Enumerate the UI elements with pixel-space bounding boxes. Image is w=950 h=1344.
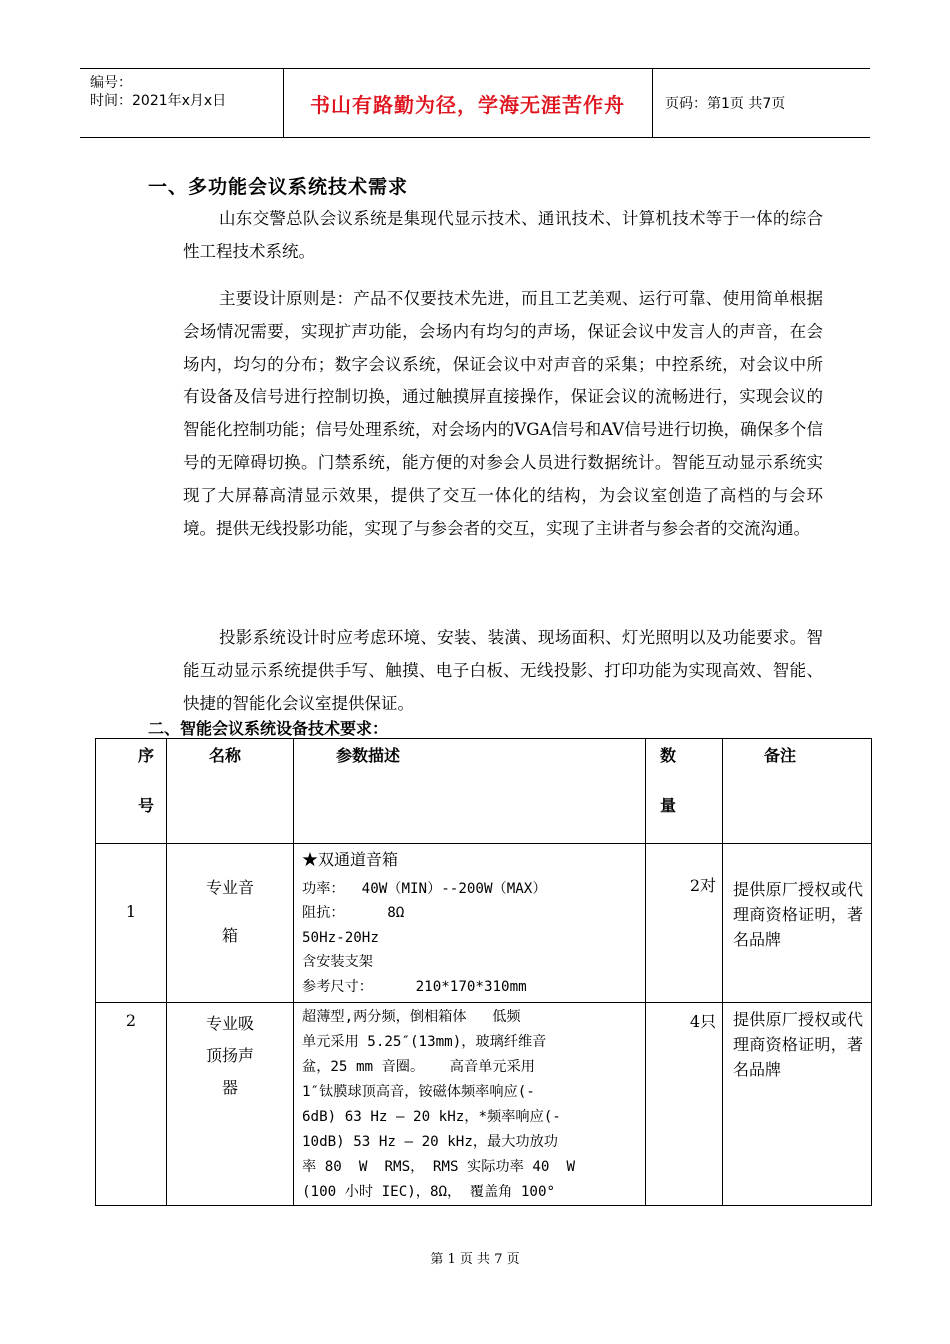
header-page-cell — [653, 69, 870, 137]
document-time: 时间：2021年x月x日 — [90, 93, 227, 109]
header-note: 备注 — [723, 739, 872, 844]
section-1-title: 一、多功能会议系统技术需求 — [148, 176, 409, 198]
table-row — [96, 844, 872, 1003]
header-meta-cell — [80, 69, 284, 137]
row-1-name: 专业音 箱 — [167, 844, 294, 1003]
row-2-qty: 4只 — [646, 1003, 723, 1206]
row-2-note: 提供原厂授权或代理商资格证明，著名品牌 — [723, 1003, 872, 1206]
document-number: 编号： — [90, 75, 132, 91]
header-motto: 书山有路勤为径，学海无涯苦作舟 — [310, 93, 625, 117]
section-1-paragraph-3: 投影系统设计时应考虑环境、安装、装潢、现场面积、灯光照明以及功能要求。智能互动显示系统提供手写、触摸、电子白板、无线投影、打印功能为实现高效、智能、快捷的智能化会议室提供保证。 — [183, 628, 823, 713]
section-1-paragraph-2: 主要设计原则是：产品不仅要技术先进，而且工艺美观、运行可靠、使用简单根据会场情况需要，实现扩声功能，会场内有均匀的声场，保证会议中发言人的声音，在会场内，均匀的分布；数字会议系统，保证会议中对声音的采集；中控系统，对会议中所有设备及信号进行控制切换，通过触摸屏直接操作，保证会议的流畅进行，实现会议的智能化控制功能；信号处理系统，对会场内的VGA信号和AV信号进行切换，确保多个信号的无障碍切换。门禁系统，能方便的对参会人员进行数据统计。智能互动显示系统实现了大屏幕高清显示效果，提供了交互一体化的结构，为会议室创造了高档的与会环境。提供无线投影功能，实现了与参会者的交互，实现了主讲者与参会者的交流沟通。 — [183, 289, 823, 538]
row-1-desc: ★双通道音箱 功率： 40W（MIN）--200W（MAX） 阻抗： 8Ω 50Hz-20Hz 含安装支架 参考尺寸： 210*170*310mm — [294, 844, 646, 1003]
header-seq: 序 号 — [96, 739, 167, 844]
table-header-row — [96, 739, 872, 844]
equipment-spec-table — [95, 738, 872, 1206]
row-1-note: 提供原厂授权或代理商资格证明，著名品牌 — [723, 844, 872, 1003]
section-2-title: 二、智能会议系统设备技术要求： — [148, 719, 389, 738]
header-motto-cell — [283, 69, 653, 137]
page-footer: 第 1 页 共 7 页 — [430, 1252, 520, 1267]
page-header — [80, 68, 870, 138]
row-2-seq: 2 — [96, 1003, 167, 1206]
header-desc: 参数描述 — [294, 739, 646, 844]
row-1-seq: 1 — [96, 844, 167, 1003]
table-row — [96, 1003, 872, 1206]
row-1-qty: 2对 — [646, 844, 723, 1003]
header-name: 名称 — [167, 739, 294, 844]
row-2-desc: 超薄型,两分频，倒相箱体 低频 单元采用 5.25″(13mm)，玻璃纤维音 盆，25 mm 音圈。 高音单元采用 1″钛膜球顶高音，铵磁体频率响应(- 6dB) 63 Hz – 20 kHz，*频率响应(- 10dB) 53 Hz – 20 kHz，最大功放功 率 80 W RMS， RMS 实际功率 40 W (100 小时 IEC)，8Ω， 覆盖角 100° — [294, 1003, 646, 1206]
section-1-paragraph-1: 山东交警总队会议系统是集现代显示技术、通讯技术、计算机技术等于一体的综合性工程技术系统。 — [183, 209, 823, 261]
header-qty: 数 量 — [646, 739, 723, 844]
header-page-number: 页码：第1页 共7页 — [665, 96, 786, 112]
row-2-name: 专业吸 顶扬声 器 — [167, 1003, 294, 1206]
